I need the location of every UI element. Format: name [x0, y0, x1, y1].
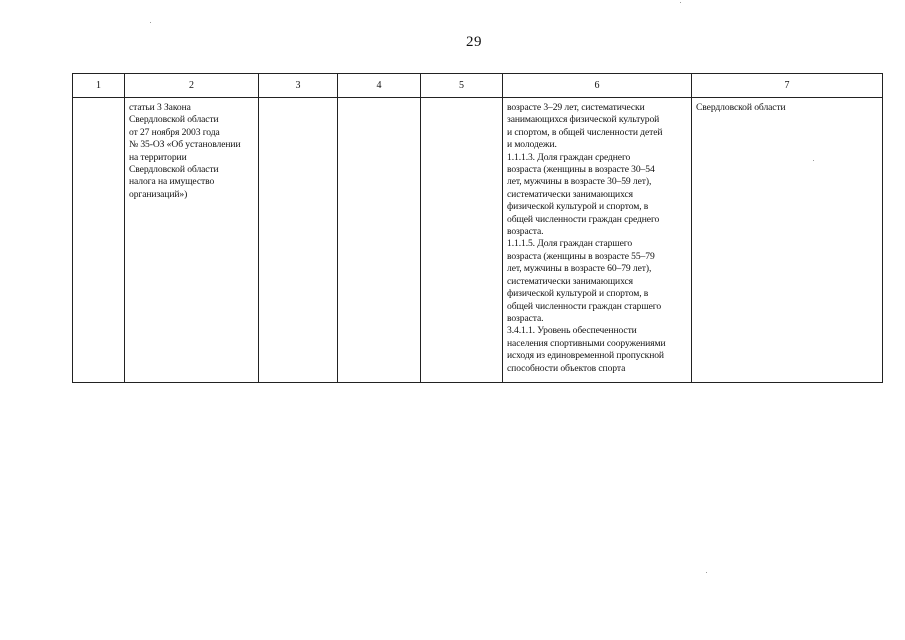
cell-col-6-text — [503, 98, 691, 375]
text-line: лет, мужчины в возрасте 30–59 лет), — [507, 176, 652, 188]
cell-col-7-text: Свердловской области — [696, 102, 786, 113]
document-table — [72, 73, 883, 383]
cell-col-5-text — [421, 98, 502, 102]
cell-col-1-text — [73, 98, 124, 102]
text-line: возраста. — [507, 226, 544, 238]
text-line: 1.1.1.5. Доля граждан старшего — [507, 238, 633, 250]
text-line: 3.4.1.1. Уровень обеспеченности — [507, 325, 637, 337]
text-line: статьи 3 Закона — [129, 102, 191, 113]
column-header-4: 4 — [338, 74, 421, 98]
text-line: населения спортивными сооружениями — [507, 337, 666, 349]
text-line: физической культурой и спортом, в — [507, 201, 649, 213]
cell-col-2 — [125, 98, 259, 383]
page-number: 29 — [466, 34, 482, 50]
text-line: возрасте 3–29 лет, систематически — [507, 102, 645, 113]
text-line: занимающихся физической культурой — [507, 114, 660, 126]
text-line: физической культурой и спортом, в — [507, 288, 649, 300]
text-line: общей численности граждан среднего — [507, 213, 660, 225]
column-header-3: 3 — [259, 74, 338, 98]
text-line: лет, мужчины в возрасте 60–79 лет), — [507, 263, 652, 275]
column-header-6: 6 — [503, 74, 692, 98]
text-line: Свердловской области — [129, 164, 219, 176]
column-header-1: 1 — [73, 74, 125, 98]
text-line: возраста. — [507, 312, 544, 324]
cell-col-4-text — [338, 98, 420, 102]
scan-speck — [680, 2, 681, 3]
text-line: от 27 ноября 2003 года — [129, 126, 220, 138]
text-line: налога на имущество — [129, 176, 215, 188]
column-header-7: 7 — [692, 74, 883, 98]
text-line: № 35-ОЗ «Об установлении — [129, 139, 241, 151]
text-line: общей численности граждан старшего — [507, 300, 662, 312]
scan-speck — [813, 160, 814, 161]
table-row — [73, 98, 883, 383]
text-line: на территории — [129, 151, 187, 163]
cell-col-3 — [259, 98, 338, 383]
text-line: и молодежи. — [507, 139, 557, 151]
text-line: исходя из единовременной пропускной — [507, 350, 664, 362]
cell-col-4 — [338, 98, 421, 383]
cell-col-5 — [421, 98, 503, 383]
table-header-row — [73, 74, 883, 98]
cell-col-6 — [503, 98, 692, 383]
text-line: организаций») — [129, 188, 188, 200]
column-header-2: 2 — [125, 74, 259, 98]
cell-col-3-text — [259, 98, 337, 102]
cell-col-7 — [692, 98, 883, 383]
text-line: систематически занимающихся — [507, 188, 633, 200]
text-line: возраста (женщины в возрасте 55–79 — [507, 250, 655, 262]
text-line: Свердловской области — [129, 114, 219, 126]
cell-col-2-text — [125, 98, 258, 201]
text-line: и спортом, в общей численности детей — [507, 126, 663, 138]
text-line: способности объектов спорта — [507, 362, 626, 374]
scan-speck — [150, 22, 151, 23]
column-header-5: 5 — [421, 74, 503, 98]
text-line: систематически занимающихся — [507, 275, 633, 287]
text-line: возраста (женщины в возрасте 30–54 — [507, 164, 655, 176]
cell-col-1 — [73, 98, 125, 383]
scan-speck — [706, 572, 707, 573]
text-line: 1.1.1.3. Доля граждан среднего — [507, 151, 631, 163]
